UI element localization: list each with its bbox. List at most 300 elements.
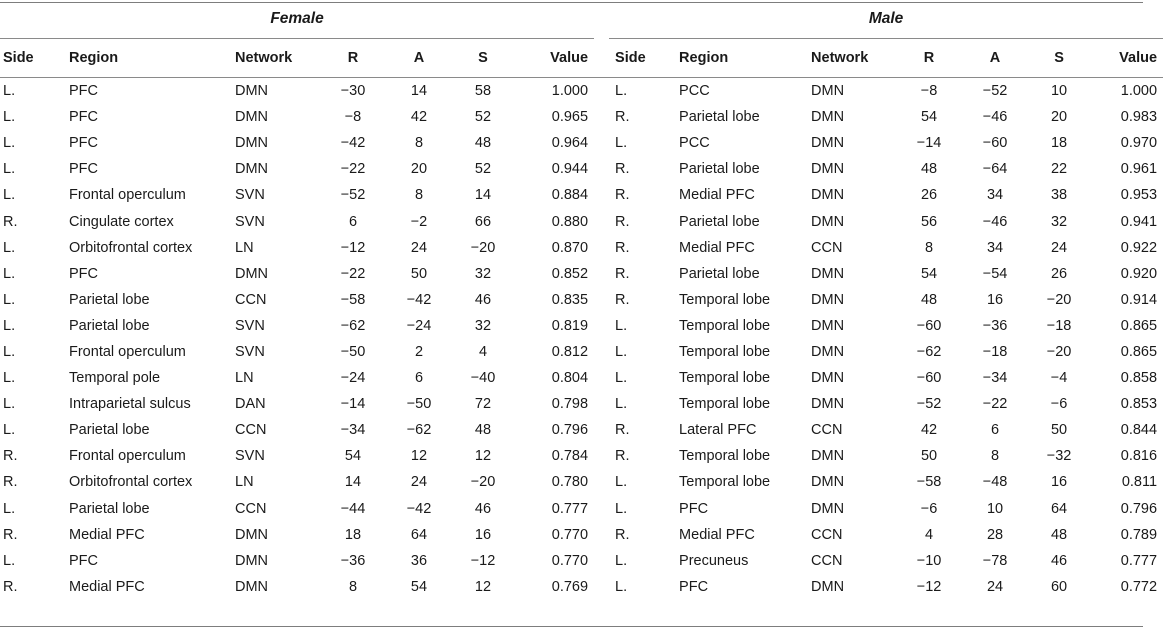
male-cell-a: 34 <box>986 187 1004 204</box>
male-cell-side: R. <box>615 265 630 282</box>
female-cell-s: 48 <box>474 135 492 152</box>
male-col-value: Value <box>1091 39 1163 78</box>
male-cell-region: Medial PFC <box>679 239 755 256</box>
male-cell-r: 26 <box>920 187 938 204</box>
female-cell-network: LN <box>235 474 254 491</box>
male-cell-r: 56 <box>920 213 938 230</box>
female-cell-side: L. <box>3 265 16 282</box>
female-cell-side: L. <box>3 422 16 439</box>
male-cell-side: L. <box>615 317 628 334</box>
female-cell-network: LN <box>235 370 254 387</box>
female-cell-region: Frontal operculum <box>69 187 186 204</box>
male-cell-region: PCC <box>679 83 710 100</box>
female-cell-r: −14 <box>340 396 366 413</box>
female-cell-value: 0.884 <box>551 187 589 204</box>
female-cell-side: L. <box>3 317 16 334</box>
male-cell-a: −78 <box>982 552 1008 569</box>
row-gap <box>594 235 609 261</box>
female-cell-region: Intraparietal sulcus <box>69 396 191 413</box>
female-cell-r: −50 <box>340 343 366 360</box>
row-gap <box>594 391 609 417</box>
row-gap <box>594 496 609 522</box>
female-cell-network: SVN <box>235 343 265 360</box>
table-row <box>0 313 1163 339</box>
male-cell-value: 0.941 <box>1120 213 1158 230</box>
male-cell-r: 54 <box>920 109 938 126</box>
female-cell-network: CCN <box>235 291 267 308</box>
female-col-region: Region <box>63 39 229 78</box>
female-cell-region: Parietal lobe <box>69 291 150 308</box>
female-cell-side: L. <box>3 500 16 517</box>
female-cell-value: 0.819 <box>551 317 589 334</box>
female-cell-network: SVN <box>235 187 265 204</box>
male-cell-region: PFC <box>679 500 709 517</box>
female-cell-a: 6 <box>414 370 424 387</box>
female-cell-a: 42 <box>410 109 428 126</box>
male-cell-side: R. <box>615 109 630 126</box>
male-cell-r: 48 <box>920 161 938 178</box>
female-cell-r: −62 <box>340 317 366 334</box>
male-cell-s: −6 <box>1050 396 1068 413</box>
female-cell-side: L. <box>3 343 16 360</box>
female-cell-value: 0.798 <box>551 396 589 413</box>
male-cell-a: −46 <box>982 213 1008 230</box>
female-cell-region: PFC <box>69 161 98 178</box>
female-cell-a: 24 <box>410 239 428 256</box>
male-cell-network: DMN <box>811 213 845 230</box>
female-cell-a: 8 <box>414 187 424 204</box>
female-cell-a: 2 <box>414 343 424 360</box>
table-row <box>0 522 1163 548</box>
male-cell-a: 6 <box>991 422 1000 439</box>
group-male-label: Male <box>609 0 1163 39</box>
male-cell-r: −58 <box>916 474 942 491</box>
female-cell-r: 18 <box>344 526 362 543</box>
male-cell-region: Parietal lobe <box>679 161 760 178</box>
male-cell-s: 60 <box>1050 578 1068 595</box>
female-cell-network: SVN <box>235 317 265 334</box>
female-cell-r: −44 <box>340 500 366 517</box>
male-cell-network: DMN <box>811 109 845 126</box>
table-row <box>0 443 1163 469</box>
female-cell-s: 32 <box>474 317 492 334</box>
male-cell-value: 0.853 <box>1120 396 1158 413</box>
female-cell-s: 48 <box>474 422 492 439</box>
male-cell-value: 0.953 <box>1120 187 1158 204</box>
male-cell-value: 0.816 <box>1120 448 1158 465</box>
male-cell-network: CCN <box>811 552 843 569</box>
row-gap <box>594 78 609 105</box>
female-cell-s: 72 <box>474 396 492 413</box>
male-cell-value: 0.914 <box>1120 291 1158 308</box>
male-cell-side: L. <box>615 500 628 517</box>
female-cell-r: 6 <box>348 213 358 230</box>
male-cell-side: L. <box>615 552 628 569</box>
female-cell-r: 14 <box>344 474 362 491</box>
male-cell-s: −20 <box>1046 343 1072 360</box>
female-cell-s: −20 <box>470 474 496 491</box>
female-cell-value: 0.880 <box>551 213 589 230</box>
row-gap <box>594 469 609 495</box>
row-gap <box>594 548 609 574</box>
female-cell-side: R. <box>3 448 18 465</box>
male-cell-side: L. <box>615 396 628 413</box>
male-cell-s: 64 <box>1050 500 1068 517</box>
male-cell-s: 26 <box>1050 265 1068 282</box>
female-cell-network: CCN <box>235 422 267 439</box>
male-cell-s: 18 <box>1050 135 1068 152</box>
female-cell-a: 54 <box>410 578 428 595</box>
male-cell-region: Temporal lobe <box>679 291 771 308</box>
female-cell-region: Frontal operculum <box>69 448 186 465</box>
male-cell-network: DMN <box>811 291 845 308</box>
male-cell-r: 54 <box>920 265 938 282</box>
male-cell-s: 50 <box>1050 422 1068 439</box>
female-cell-r: −42 <box>340 135 366 152</box>
male-cell-a: 34 <box>986 239 1004 256</box>
male-cell-side: R. <box>615 213 630 230</box>
male-cell-s: −18 <box>1046 317 1072 334</box>
row-gap <box>594 130 609 156</box>
male-cell-r: −60 <box>916 317 942 334</box>
header-gap <box>594 39 609 78</box>
female-cell-network: SVN <box>235 213 265 230</box>
female-cell-s: −20 <box>470 239 496 256</box>
table-row <box>0 496 1163 522</box>
male-cell-side: R. <box>615 291 630 308</box>
male-cell-network: CCN <box>811 422 843 439</box>
female-cell-side: L. <box>3 135 16 152</box>
row-gap <box>594 287 609 313</box>
table-row <box>0 78 1163 105</box>
male-cell-value: 0.865 <box>1120 343 1158 360</box>
table-row <box>0 391 1163 417</box>
female-cell-s: 46 <box>474 291 492 308</box>
male-cell-r: −6 <box>920 500 938 517</box>
male-col-r: R <box>895 39 963 78</box>
female-col-side: Side <box>0 39 63 78</box>
female-col-network: Network <box>229 39 319 78</box>
male-cell-r: −10 <box>916 552 942 569</box>
male-cell-side: R. <box>615 161 630 178</box>
female-cell-a: 36 <box>410 552 428 569</box>
male-cell-s: 24 <box>1050 239 1068 256</box>
female-cell-r: −22 <box>340 161 366 178</box>
female-cell-s: 46 <box>474 500 492 517</box>
female-cell-network: CCN <box>235 500 267 517</box>
male-cell-network: DMN <box>811 370 845 387</box>
male-cell-region: Temporal lobe <box>679 448 771 465</box>
female-cell-s: 4 <box>478 343 488 360</box>
male-cell-network: DMN <box>811 187 845 204</box>
male-cell-region: Parietal lobe <box>679 213 760 230</box>
female-cell-region: Temporal pole <box>69 370 161 387</box>
female-cell-value: 0.812 <box>551 343 589 360</box>
row-gap <box>594 574 609 600</box>
female-cell-a: −42 <box>406 500 432 517</box>
male-cell-side: R. <box>615 526 630 543</box>
male-cell-value: 0.858 <box>1120 370 1158 387</box>
male-cell-a: 24 <box>986 578 1004 595</box>
male-cell-a: −46 <box>982 109 1008 126</box>
male-cell-side: L. <box>615 343 628 360</box>
group-female-label: Female <box>0 0 594 39</box>
female-col-r: R <box>319 39 387 78</box>
female-cell-s: 12 <box>474 448 492 465</box>
male-cell-a: 16 <box>986 291 1004 308</box>
table-body <box>0 78 1163 600</box>
male-cell-r: 48 <box>920 291 938 308</box>
male-cell-s: 20 <box>1050 109 1068 126</box>
table-row <box>0 182 1163 208</box>
female-cell-a: 64 <box>410 526 428 543</box>
female-cell-region: PFC <box>69 135 98 152</box>
male-cell-region: PFC <box>679 578 709 595</box>
male-cell-s: 38 <box>1050 187 1068 204</box>
male-cell-network: DMN <box>811 578 845 595</box>
female-cell-side: R. <box>3 213 18 230</box>
table-row <box>0 574 1163 600</box>
male-cell-a: −34 <box>982 370 1008 387</box>
female-cell-value: 0.804 <box>551 370 589 387</box>
female-cell-a: 14 <box>410 83 428 100</box>
male-cell-r: −12 <box>916 578 942 595</box>
female-cell-value: 0.965 <box>551 109 589 126</box>
male-cell-r: 42 <box>920 422 938 439</box>
table-row <box>0 261 1163 287</box>
female-cell-value: 0.780 <box>551 474 589 491</box>
male-cell-region: Temporal lobe <box>679 396 771 413</box>
female-cell-region: Parietal lobe <box>69 422 150 439</box>
table-row <box>0 156 1163 182</box>
male-cell-network: DMN <box>811 500 845 517</box>
male-cell-a: 10 <box>986 500 1004 517</box>
male-cell-s: 10 <box>1050 83 1068 100</box>
female-cell-value: 0.770 <box>551 526 589 543</box>
group-header-row <box>0 0 1163 39</box>
female-cell-value: 0.777 <box>551 500 589 517</box>
table-row <box>0 469 1163 495</box>
female-cell-region: PFC <box>69 552 98 569</box>
male-cell-side: L. <box>615 370 628 387</box>
female-cell-side: L. <box>3 552 16 569</box>
female-cell-s: −12 <box>470 552 496 569</box>
row-gap <box>594 104 609 130</box>
male-cell-value: 0.844 <box>1120 422 1158 439</box>
female-col-value: Value <box>515 39 594 78</box>
female-cell-network: DMN <box>235 552 269 569</box>
male-cell-r: −8 <box>920 83 938 100</box>
male-cell-a: −18 <box>982 343 1008 360</box>
male-cell-a: −22 <box>982 396 1008 413</box>
female-cell-region: Frontal operculum <box>69 343 186 360</box>
female-cell-value: 0.784 <box>551 448 589 465</box>
row-gap <box>594 365 609 391</box>
table-row <box>0 417 1163 443</box>
male-cell-region: PCC <box>679 135 710 152</box>
column-header-row <box>0 39 1163 78</box>
male-cell-a: −60 <box>982 135 1008 152</box>
group-gap <box>594 0 609 39</box>
female-cell-r: −36 <box>340 552 366 569</box>
female-cell-value: 0.870 <box>551 239 589 256</box>
female-cell-region: Orbitofrontal cortex <box>69 474 193 491</box>
female-cell-s: 66 <box>474 213 492 230</box>
male-cell-region: Temporal lobe <box>679 317 771 334</box>
male-cell-network: DMN <box>811 317 845 334</box>
male-col-a: A <box>963 39 1027 78</box>
female-cell-s: 32 <box>474 265 492 282</box>
male-cell-network: CCN <box>811 526 843 543</box>
male-cell-s: −20 <box>1046 291 1072 308</box>
female-cell-side: L. <box>3 396 16 413</box>
female-cell-network: SVN <box>235 448 265 465</box>
male-cell-value: 1.000 <box>1120 83 1158 100</box>
female-cell-value: 1.000 <box>551 83 589 100</box>
table-row <box>0 104 1163 130</box>
male-cell-value: 0.983 <box>1120 109 1158 126</box>
male-cell-value: 0.970 <box>1120 135 1158 152</box>
male-cell-region: Parietal lobe <box>679 109 760 126</box>
male-cell-s: 16 <box>1050 474 1068 491</box>
male-cell-network: DMN <box>811 396 845 413</box>
table-row <box>0 548 1163 574</box>
female-cell-region: PFC <box>69 109 98 126</box>
male-col-network: Network <box>805 39 895 78</box>
male-cell-region: Temporal lobe <box>679 343 771 360</box>
female-cell-region: PFC <box>69 83 98 100</box>
male-cell-region: Temporal lobe <box>679 474 771 491</box>
female-cell-a: −24 <box>406 317 432 334</box>
row-gap <box>594 417 609 443</box>
female-cell-network: DMN <box>235 109 269 126</box>
male-cell-a: −36 <box>982 317 1008 334</box>
female-cell-s: −40 <box>470 370 496 387</box>
row-gap <box>594 522 609 548</box>
female-cell-value: 0.835 <box>551 291 589 308</box>
male-cell-value: 0.961 <box>1120 161 1158 178</box>
male-cell-value: 0.920 <box>1120 265 1158 282</box>
row-gap <box>594 261 609 287</box>
female-cell-a: 24 <box>410 474 428 491</box>
male-cell-s: 22 <box>1050 161 1068 178</box>
row-gap <box>594 156 609 182</box>
female-cell-value: 0.944 <box>551 161 589 178</box>
female-cell-value: 0.769 <box>551 578 589 595</box>
row-gap <box>594 182 609 208</box>
male-cell-side: L. <box>615 83 628 100</box>
male-cell-network: DMN <box>811 448 845 465</box>
row-gap <box>594 339 609 365</box>
male-cell-a: −54 <box>982 265 1008 282</box>
female-cell-side: L. <box>3 370 16 387</box>
female-cell-r: 54 <box>344 448 362 465</box>
female-cell-a: 12 <box>410 448 428 465</box>
female-cell-region: Parietal lobe <box>69 500 150 517</box>
female-cell-r: −24 <box>340 370 366 387</box>
male-cell-value: 0.789 <box>1120 526 1158 543</box>
female-cell-s: 58 <box>474 83 492 100</box>
female-cell-s: 52 <box>474 109 492 126</box>
male-cell-network: DMN <box>811 343 845 360</box>
male-cell-r: 8 <box>925 239 934 256</box>
female-cell-side: L. <box>3 83 16 100</box>
male-cell-region: Lateral PFC <box>679 422 757 439</box>
male-cell-side: R. <box>615 422 630 439</box>
female-cell-s: 16 <box>474 526 492 543</box>
table-bottom-rule <box>0 626 1143 627</box>
male-cell-region: Precuneus <box>679 552 749 569</box>
male-cell-region: Parietal lobe <box>679 265 760 282</box>
female-cell-network: DMN <box>235 526 269 543</box>
male-cell-a: −64 <box>982 161 1008 178</box>
table-row <box>0 365 1163 391</box>
male-cell-r: −62 <box>916 343 942 360</box>
female-cell-a: 50 <box>410 265 428 282</box>
female-cell-s: 12 <box>474 578 492 595</box>
male-cell-r: −60 <box>916 370 942 387</box>
male-cell-r: 50 <box>920 448 938 465</box>
female-cell-a: −50 <box>406 396 432 413</box>
male-cell-s: −32 <box>1046 448 1072 465</box>
female-cell-network: DMN <box>235 83 269 100</box>
male-cell-value: 0.922 <box>1120 239 1158 256</box>
male-cell-network: DMN <box>811 83 845 100</box>
male-col-s: S <box>1027 39 1091 78</box>
female-cell-network: DMN <box>235 135 269 152</box>
female-cell-r: −22 <box>340 265 366 282</box>
female-cell-region: Parietal lobe <box>69 317 150 334</box>
female-cell-network: DMN <box>235 578 269 595</box>
male-cell-s: 48 <box>1050 526 1068 543</box>
female-cell-network: DMN <box>235 265 269 282</box>
male-cell-side: L. <box>615 135 628 152</box>
male-cell-side: R. <box>615 187 630 204</box>
table-row <box>0 235 1163 261</box>
male-cell-network: DMN <box>811 135 845 152</box>
female-cell-region: Medial PFC <box>69 578 145 595</box>
female-cell-s: 14 <box>474 187 492 204</box>
female-cell-value: 0.964 <box>551 135 589 152</box>
female-cell-side: L. <box>3 187 16 204</box>
female-cell-region: Cingulate cortex <box>69 213 174 230</box>
row-gap <box>594 443 609 469</box>
male-col-region: Region <box>673 39 805 78</box>
female-cell-value: 0.796 <box>551 422 589 439</box>
female-cell-side: L. <box>3 291 16 308</box>
male-cell-side: R. <box>615 239 630 256</box>
male-cell-region: Medial PFC <box>679 187 755 204</box>
female-cell-side: R. <box>3 578 18 595</box>
male-cell-a: 28 <box>986 526 1004 543</box>
male-cell-side: L. <box>615 474 628 491</box>
female-cell-a: 20 <box>410 161 428 178</box>
female-cell-r: −30 <box>340 83 366 100</box>
female-cell-region: Medial PFC <box>69 526 145 543</box>
row-gap <box>594 313 609 339</box>
female-cell-side: L. <box>3 109 16 126</box>
male-col-side: Side <box>609 39 673 78</box>
female-cell-value: 0.770 <box>551 552 589 569</box>
female-cell-r: −58 <box>340 291 366 308</box>
female-cell-side: L. <box>3 161 16 178</box>
male-cell-s: −4 <box>1050 370 1068 387</box>
male-cell-a: −52 <box>982 83 1008 100</box>
female-cell-a: −2 <box>410 213 428 230</box>
female-cell-side: R. <box>3 474 18 491</box>
male-cell-s: 32 <box>1050 213 1068 230</box>
male-cell-a: −48 <box>982 474 1008 491</box>
